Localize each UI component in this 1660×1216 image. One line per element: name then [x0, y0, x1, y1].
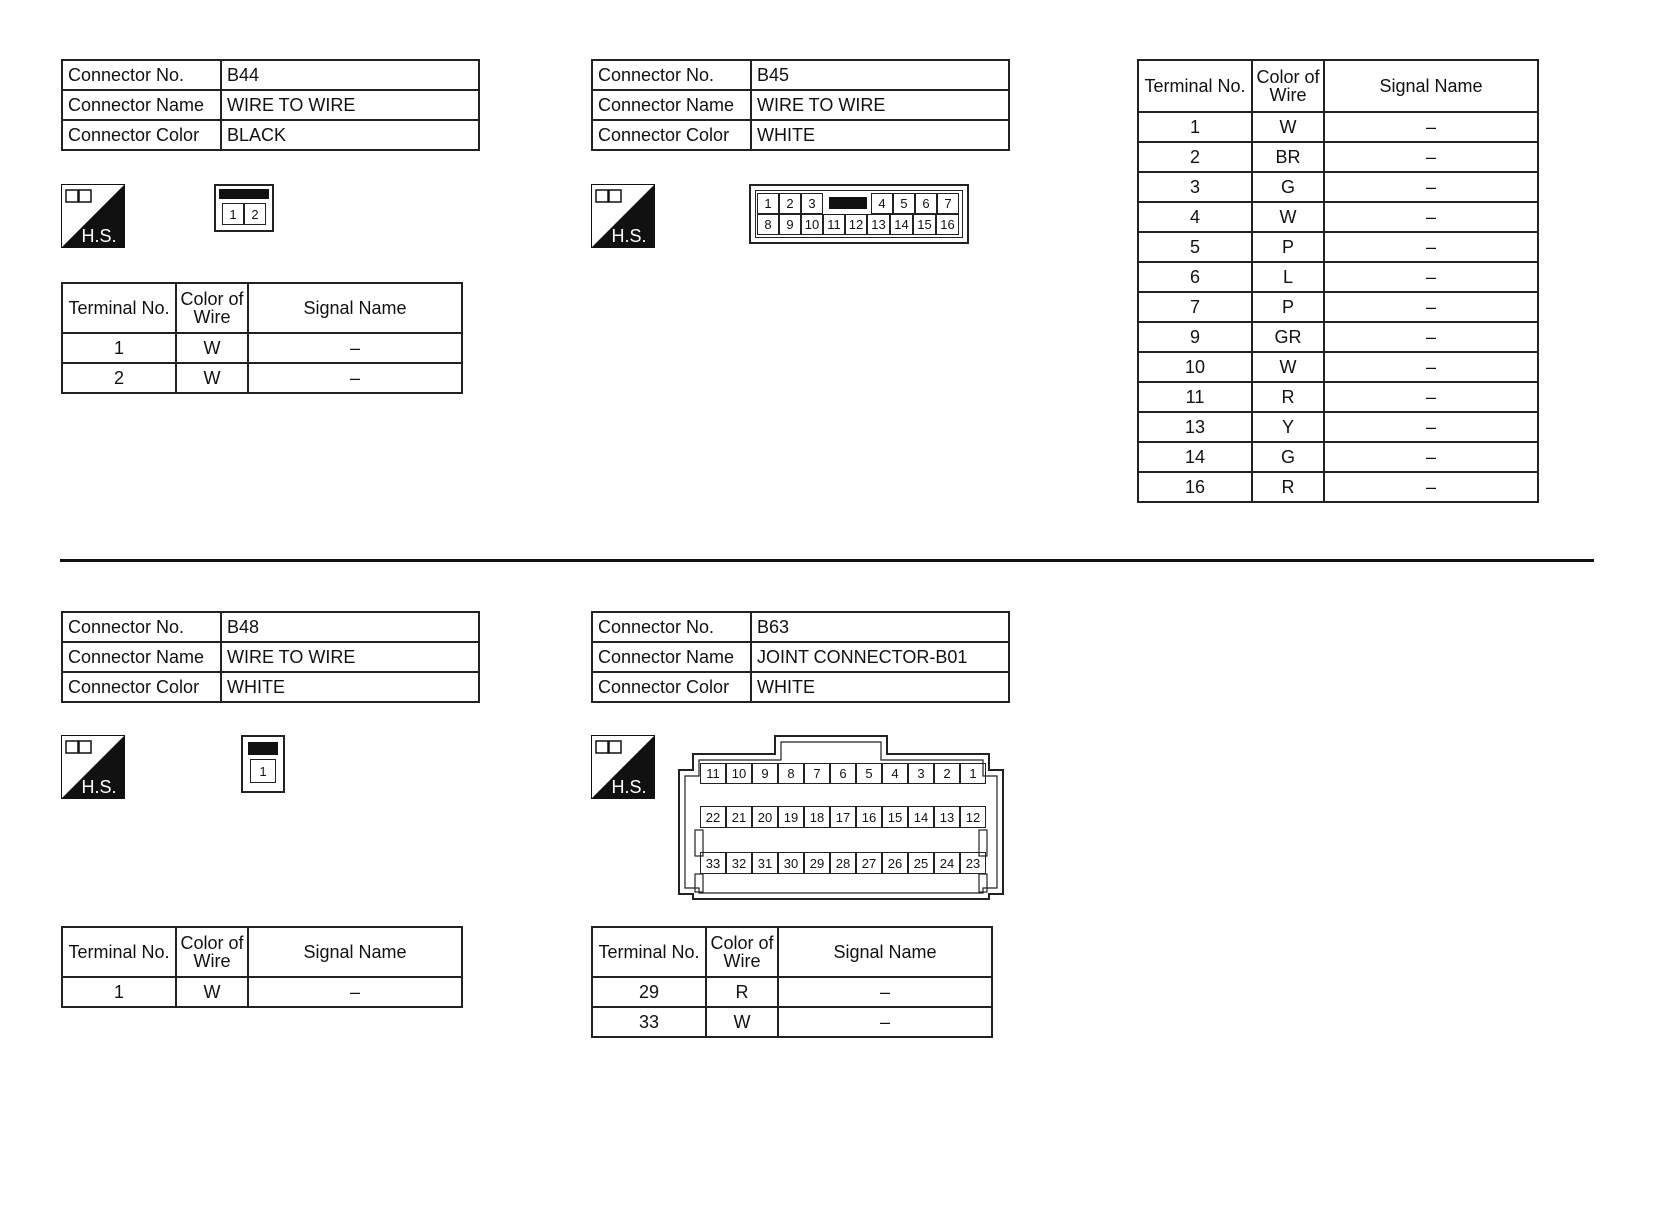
b45-pin: 15 — [913, 214, 936, 235]
b45-pin: 1 — [757, 193, 779, 214]
b63-pin: 6 — [830, 763, 856, 784]
signal-name-header: Signal Name — [248, 927, 462, 977]
hs-connector-icon — [591, 184, 655, 248]
b63-pin: 29 — [804, 852, 830, 874]
b45-pin: 6 — [915, 193, 937, 214]
b48-terminal-table — [61, 926, 463, 1008]
table-row: 1 W – — [1138, 112, 1538, 142]
hs-label: H.S. — [81, 226, 117, 246]
b63-pin: 19 — [778, 806, 804, 828]
b45-pin: 3 — [801, 193, 823, 214]
signal-name-header: Signal Name — [248, 283, 462, 333]
color-of-wire-header: Color of Wire — [176, 283, 248, 333]
b63-pin: 31 — [752, 852, 778, 874]
b45-terminal-table — [1137, 59, 1539, 503]
hs-label: H.S. — [611, 777, 647, 797]
table-row: 14 G – — [1138, 442, 1538, 472]
connector-no-value: B44 — [221, 60, 479, 90]
b63-pin: 7 — [804, 763, 830, 784]
connector-no-value: B45 — [751, 60, 1009, 90]
b63-pin: 23 — [960, 852, 986, 874]
terminal-no-header: Terminal No. — [62, 927, 176, 977]
connector-no-label: Connector No. — [592, 612, 751, 642]
connector-no-label: Connector No. — [62, 612, 221, 642]
b63-pin: 15 — [882, 806, 908, 828]
b45-connector-face — [749, 184, 969, 244]
b45-key-block — [829, 197, 867, 209]
connector-color-label: Connector Color — [62, 120, 221, 150]
connector-name-label: Connector Name — [592, 642, 751, 672]
hs-connector-icon — [61, 735, 125, 799]
b63-pin: 30 — [778, 852, 804, 874]
connector-color-label: Connector Color — [592, 672, 751, 702]
terminal-no-header: Terminal No. — [62, 283, 176, 333]
connector-name-label: Connector Name — [62, 642, 221, 672]
b45-pin: 4 — [871, 193, 893, 214]
table-row: 3 G – — [1138, 172, 1538, 202]
b45-pin: 10 — [801, 214, 823, 235]
b63-pin: 17 — [830, 806, 856, 828]
b45-pin: 16 — [936, 214, 959, 235]
b63-info-table — [591, 611, 1010, 703]
color-of-wire-header: Color of Wire — [706, 927, 778, 977]
b63-pin: 4 — [882, 763, 908, 784]
b45-pin: 5 — [893, 193, 915, 214]
b63-pin: 10 — [726, 763, 752, 784]
terminal-no-header: Terminal No. — [1138, 60, 1252, 112]
b45-pin: 13 — [867, 214, 890, 235]
connector-no-value: B48 — [221, 612, 479, 642]
b48-connector-face — [241, 735, 285, 793]
b63-pin: 16 — [856, 806, 882, 828]
table-row: 2 BR – — [1138, 142, 1538, 172]
b45-pin: 8 — [757, 214, 779, 235]
hs-label: H.S. — [81, 777, 117, 797]
b63-pin: 27 — [856, 852, 882, 874]
signal-name-header: Signal Name — [1324, 60, 1538, 112]
b63-pin: 12 — [960, 806, 986, 828]
table-row: 5 P – — [1138, 232, 1538, 262]
b45-pin: 11 — [823, 214, 845, 235]
b63-pin: 5 — [856, 763, 882, 784]
table-row: 6 L – — [1138, 262, 1538, 292]
connector-name-value: JOINT CONNECTOR-B01 — [751, 642, 1009, 672]
table-row: 9 GR – — [1138, 322, 1538, 352]
b63-pin: 32 — [726, 852, 752, 874]
table-row: 1 W – — [62, 977, 462, 1007]
signal-name-header: Signal Name — [778, 927, 992, 977]
table-row: 11 R – — [1138, 382, 1538, 412]
b63-pin: 24 — [934, 852, 960, 874]
b63-pin: 2 — [934, 763, 960, 784]
b44-connector-face — [214, 184, 274, 232]
table-row: 10 W – — [1138, 352, 1538, 382]
color-of-wire-header: Color of Wire — [1252, 60, 1324, 112]
b63-pin-grid — [700, 763, 986, 881]
b63-pin: 1 — [960, 763, 986, 784]
b45-pin: 12 — [845, 214, 867, 235]
b63-terminal-table — [591, 926, 993, 1038]
b63-pin: 18 — [804, 806, 830, 828]
b44-pin: 1 — [222, 203, 244, 225]
connector-name-value: WIRE TO WIRE — [751, 90, 1009, 120]
table-row: 13 Y – — [1138, 412, 1538, 442]
table-row: 4 W – — [1138, 202, 1538, 232]
b63-pin: 13 — [934, 806, 960, 828]
b63-pin: 26 — [882, 852, 908, 874]
connector-color-label: Connector Color — [62, 672, 221, 702]
b44-info-table — [61, 59, 480, 151]
hs-connector-icon — [61, 184, 125, 248]
b45-pin: 14 — [890, 214, 913, 235]
hs-connector-icon — [591, 735, 655, 799]
b48-info-table — [61, 611, 480, 703]
connector-name-value: WIRE TO WIRE — [221, 642, 479, 672]
table-row: 7 P – — [1138, 292, 1538, 322]
b63-pin: 8 — [778, 763, 804, 784]
b44-terminal-table — [61, 282, 463, 394]
b63-pin: 9 — [752, 763, 778, 784]
connector-no-label: Connector No. — [62, 60, 221, 90]
table-row: 33 W – — [592, 1007, 992, 1037]
b45-pin: 9 — [779, 214, 801, 235]
b45-pin: 2 — [779, 193, 801, 214]
connector-name-label: Connector Name — [592, 90, 751, 120]
connector-color-value: WHITE — [751, 672, 1009, 702]
connector-color-value: WHITE — [751, 120, 1009, 150]
b63-pin: 3 — [908, 763, 934, 784]
section-divider — [60, 559, 1594, 562]
b63-pin: 14 — [908, 806, 934, 828]
b44-pin: 2 — [244, 203, 266, 225]
hs-label: H.S. — [611, 226, 647, 246]
b48-pin: 1 — [250, 759, 276, 783]
b63-pin: 22 — [700, 806, 726, 828]
connector-color-value: WHITE — [221, 672, 479, 702]
table-row: 1 W – — [62, 333, 462, 363]
table-row: 29 R – — [592, 977, 992, 1007]
b45-pin: 7 — [937, 193, 959, 214]
b63-pin: 21 — [726, 806, 752, 828]
b63-pin: 28 — [830, 852, 856, 874]
connector-no-label: Connector No. — [592, 60, 751, 90]
color-of-wire-header: Color of Wire — [176, 927, 248, 977]
b63-pin: 33 — [700, 852, 726, 874]
b63-pin: 11 — [700, 763, 726, 784]
connector-name-value: WIRE TO WIRE — [221, 90, 479, 120]
connector-name-label: Connector Name — [62, 90, 221, 120]
table-row: 16 R – — [1138, 472, 1538, 502]
connector-color-label: Connector Color — [592, 120, 751, 150]
b45-info-table — [591, 59, 1010, 151]
connector-color-value: BLACK — [221, 120, 479, 150]
b63-pin: 20 — [752, 806, 778, 828]
b63-pin: 25 — [908, 852, 934, 874]
connector-no-value: B63 — [751, 612, 1009, 642]
terminal-no-header: Terminal No. — [592, 927, 706, 977]
table-row: 2 W – — [62, 363, 462, 393]
